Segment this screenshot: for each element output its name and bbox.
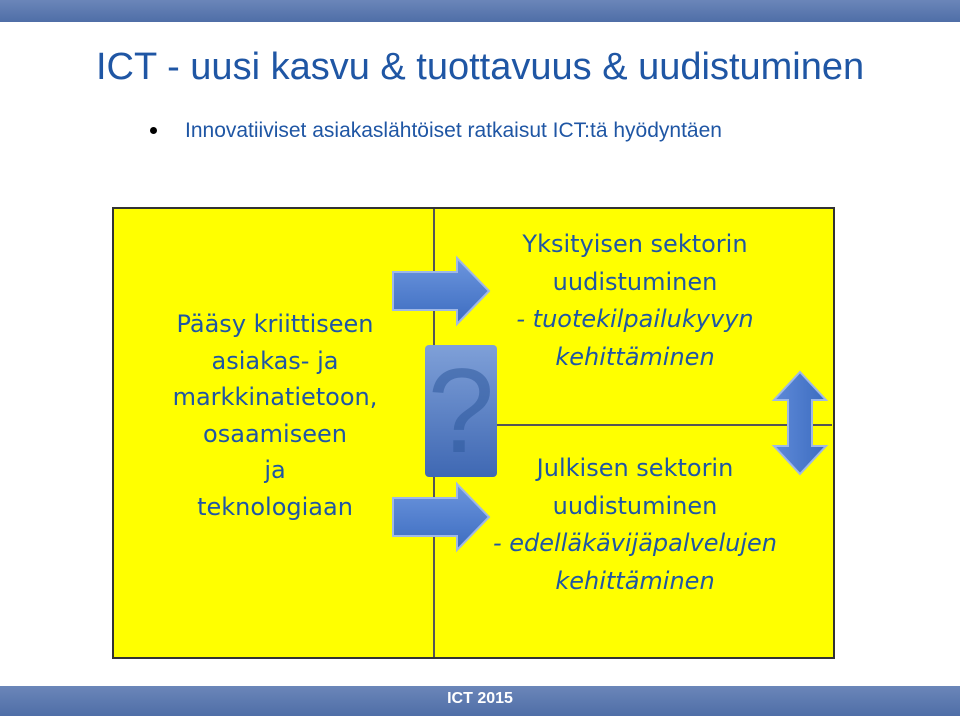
question-mark-glyph: ? bbox=[427, 344, 495, 478]
left-line: teknologiaan bbox=[197, 492, 353, 521]
public-line: kehittäminen bbox=[555, 566, 715, 595]
left-line: asiakas- ja bbox=[211, 346, 339, 375]
public-line: Julkisen sektorin bbox=[536, 454, 734, 482]
private-line: - tuotekilpailukyvyn bbox=[516, 305, 754, 333]
public-line: - edelläkävijäpalvelujen bbox=[492, 529, 778, 557]
private-sector-text bbox=[455, 226, 815, 376]
left-line: ja bbox=[264, 456, 286, 484]
bullet-text: Innovatiiviset asiakaslähtöiset ratkaisut ICT:tä hyödyntäen bbox=[185, 119, 722, 142]
private-line: kehittäminen bbox=[555, 342, 715, 371]
left-panel-text bbox=[130, 306, 420, 525]
public-line: uudistuminen bbox=[552, 491, 718, 520]
slide-title: ICT - uusi kasvu & tuottavuus & uudistuminen bbox=[96, 46, 865, 88]
footer-label: ICT 2015 bbox=[447, 690, 513, 707]
left-line: osaamiseen bbox=[203, 419, 347, 448]
top-banner bbox=[0, 0, 960, 22]
left-line: Pääsy kriittiseen bbox=[176, 310, 374, 338]
bullet-icon bbox=[150, 127, 157, 134]
public-sector-text bbox=[455, 450, 815, 600]
left-line: markkinatietoon, bbox=[172, 383, 378, 411]
private-line: Yksityisen sektorin bbox=[522, 230, 748, 258]
private-line: uudistuminen bbox=[552, 267, 718, 296]
